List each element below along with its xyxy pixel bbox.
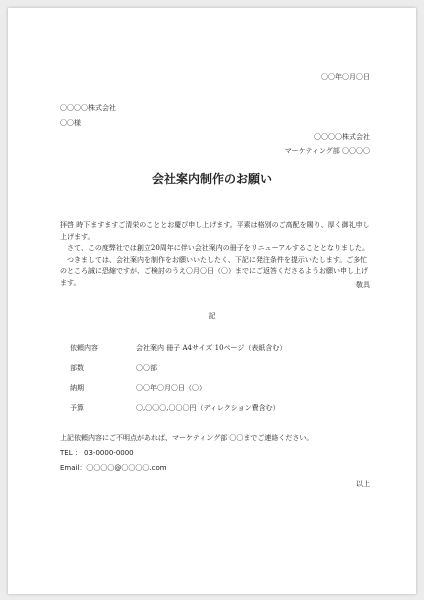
recipient-person: 〇〇様 [60,119,81,127]
closing-keigu: 敬具 [356,281,370,289]
spec-value-copies: 〇〇部 [136,364,157,372]
contact-note: 上記依頼内容にご不明点があれば、マーケティング部 〇〇までご連絡ください。 [60,434,314,442]
sender-company: 〇〇〇〇株式会社 [314,133,370,141]
sender-department: マーケティング部 〇〇〇〇 [284,147,370,155]
body-paragraph-2: さて、この度弊社では創立20周年に伴い会社案内の冊子をリニューアルすることとなりました。 [60,244,369,252]
page-title: 会社案内制作のお願い [151,172,272,186]
body-paragraph-1: 拝啓 時下ますますご清栄のこととお慶び申し上げます。平素は格別のご高配を賜り、厚く御礼申し上げます。 [60,221,370,241]
spec-value-deadline: 〇〇年〇月〇日（〇） [136,384,206,392]
letter-body [60,220,370,289]
spec-label-deadline: 納期 [70,384,84,392]
spec-value-request: 会社案内 冊子 A4サイズ 10ページ（表紙含む） [136,344,287,352]
recipient-company: 〇〇〇〇株式会社 [60,104,116,112]
spec-value-budget: 〇,〇〇〇,〇〇〇円（ディレクション費含む） [136,404,280,412]
spec-label-budget: 予算 [70,404,84,412]
contact-tel: TEL ： 03-0000-0000 [60,449,134,457]
end-ijo: 以上 [356,480,370,488]
ki-heading: 記 [208,312,216,320]
document-page [8,8,416,594]
contact-email: Email：〇〇〇〇@〇〇〇〇.com [60,464,167,472]
date: 〇〇年〇月〇日 [321,73,370,81]
body-paragraph-3: つきましては、会社案内を制作をお願いいたしたく、下記に発注条件を提示いたします。ご多忙のところ誠に恐縮ですが、ご検討のうえ〇月〇日（〇）までにご返答くださるようお願い申し上げます。 [60,255,368,287]
spec-label-request: 依頼内容 [70,344,98,352]
spec-label-copies: 部数 [70,364,84,372]
